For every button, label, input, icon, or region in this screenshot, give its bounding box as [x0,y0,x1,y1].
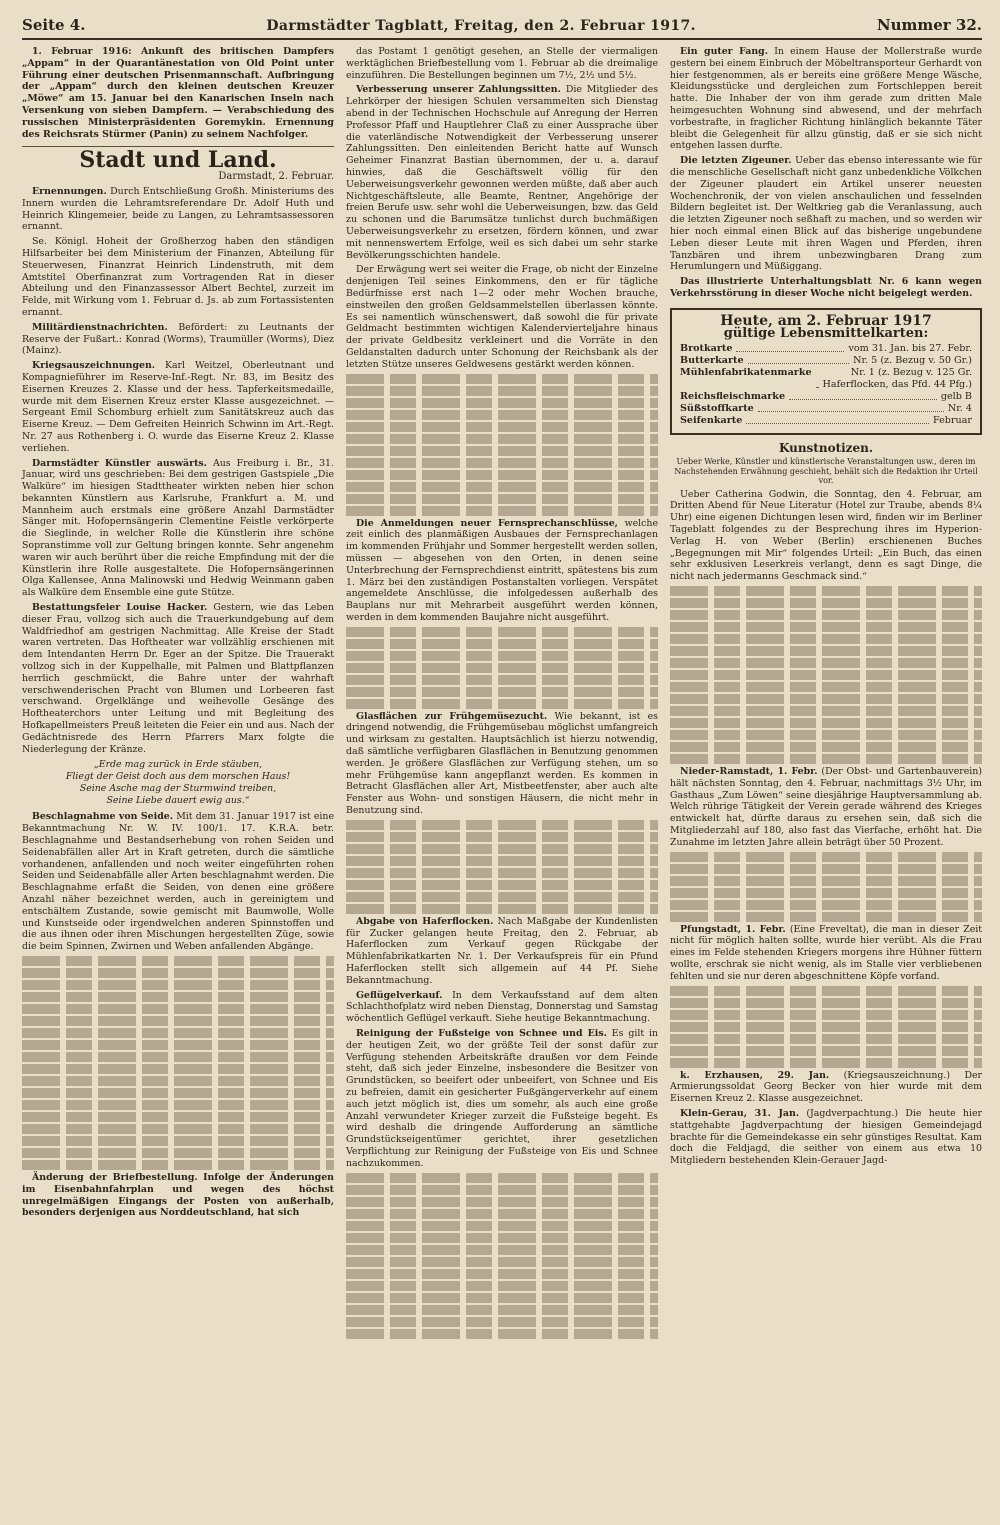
ration-value: vom 31. Jan. bis 27. Febr. [848,343,972,355]
article-reinigung [346,1028,658,1170]
article-klein-gerau [670,1108,982,1167]
article-title: Die letzten Zigeuner. [680,155,792,167]
verse-line: „Erde mag zurück in Erde stäuben, [93,759,263,771]
ration-value: gelb B [940,391,972,403]
article-postamt: das Postamt 1 genötigt gesehen, an Stelle der viermaligen werktäglichen Briefbestellung vom 1. Februar ab die dreimalige einzuführen. Die Bestellungen beginnen um 7½, 2½ und 5½. [346,46,658,81]
article-title: Ein guter Fang. [680,46,768,57]
section-heading: Stadt und Land. [79,147,277,174]
article-zigeuner [670,155,982,273]
article-militaer [22,322,334,357]
article-text: Nach Maßgabe der Kundenlisten für Zucker gelangen heute Freitag, den 2. Februar, ab Haferflocken zum Verkauf gegen Rückgabe der Mühlenfabrikatkarten Nr. 1. Der Verkaufspreis für ein Pfund Haferflocken stellt sich allgemein auf 44 Pf. Siehe Bekanntmachung. [346,915,658,986]
ration-row [680,343,972,355]
article-zahlungssitten-2: Der Erwägung wert sei weiter die Frage, ob nicht der Einzelne denjenigen Teil seines Einkommens, den er für tägliche Bedürfnisse erst nach 1—2 oder mehr Wochen brauche, einstweilen den großen Geldsammelstellen überlassen könnte. Es sei namentlich wünschenswert, daß sowohl die für private Geldmacht bestimmten wichtigen Kalendervierteljahre hinaus der private Geldbesitz verkleinert und die Vorräte in den Geldanstalten dadurch unter Schonung der Reichsbank als der letzten Stütze unseres Geldwesens gestärkt werden können. [346,264,658,370]
chronicle-lead: 1. Februar 1916: Ankunft des britischen Dampfers „Appam“ in der Quarantänestation von Old Point unter Führung einer deutschen Prisenmannschaft. Aufbringung der „Appam“ durch den kleinen deutschen Kreuzer „Möwe“ am 15. Januar bei den Kanarischen Inseln nach Versenkung von sieben Dampfern. — Verabschiedung des russischen Ministerpräsidenten Goremykin. Ernennung des Reichsrats Stürmer (Panin) zu seinem Nachfolger. [22,46,334,140]
text-filler [670,586,982,764]
text-filler [670,986,982,1068]
text-filler [346,627,658,709]
article-erzhausen [670,1070,982,1105]
article-text: (Der Obst- und Gartenbauverein) hält nächsten Sonntag, den 4. Februar, nachmittags 3½ Uhr, im Gasthaus „Zum Löwen“ seine diesjährige Hauptversammlung ab. Welch rührige Tätigkeit der Verein gerade während des Krieges entwickelt hat, dürfte daraus zu ersehen sein, daß sich die Mitgliederzahl auf 180, also fast das Vierfache, erhöht hat. Die Zunahme im letzten Jahre allein beträgt über 50 Prozent. [670,766,982,848]
article-title: Abgabe von Haferflocken. [356,915,494,927]
box-title: Heute, am 2. Februar 1917 [720,312,932,329]
article-pfungstadt [670,924,982,983]
article-text: Aus Freiburg i. Br., 31. Januar, wird uns geschrieben: Bei dem gestrigen Gastspiele „Die Walküre“ im hiesigen Stadttheater wirkten neben hier schon bekannten Künstlern aus Karlsruhe, Frankfurt a. M. und Mannheim auch erstmals eine größere Anzahl Darmstädter Sänger mit. Hofopernsängerin Clementine Feistle verkörperte die Sieglinde, in welcher Rolle die Künstlerin ihre schöne Sopranstimme voll zur Geltung bringen konnte. Sehr angenehm waren wir auch berührt über die reiche Empfindung mit der die Künstlerin ihre Rolle ausgestaltete. Die Hofopernsängerinnen Olga Kallensee, Anna Malinowski und Hedwig Weinmann gaben als Walküre dem Ensemble eine gute Stütze. [22,457,334,599]
ration-row [680,391,972,403]
kunstnotizen-note: Ueber Werke, Künstler und künstlerische Veranstaltungen usw., deren im Nachstehenden Erwähnung geschieht, behält sich die Redaktion ihr Urteil vor. [674,457,978,486]
ration-value: Nr. 1 (z. Bezug v. 125 Gr. Haferflocken, das Pfd. 44 Pfg.) [822,367,972,391]
article-godwin: Ueber Catherina Godwin, die Sonntag, den 4. Februar, am Dritten Abend für Neue Literatur (Hotel zur Traube, abends 8¼ Uhr) eine eigenen Dichtungen lesen wird, finden wir im Berliner Tageblatt folgendes zu der Besprechung ihres im Hyperion-Verlag H. von Weber (Berlin) erschienenen Buches „Begegnungen mit Mir“ folgendes Urteil: „Ein Buch, das einen sehr exklusiven Leserkreis verlangt, denn es sagt Dinge, die nicht nach jedermanns Geschmack sind.“ [670,488,982,583]
article-title: Ernennungen. [32,185,107,197]
article-kriegsauszeichnungen [22,360,334,454]
article-text: Mit dem 31. Januar 1917 ist eine Bekanntmachung Nr. W. IV. 100/1. 17. K.R.A. betr. Beschlagnahme und Bestandserhebung von rohen Seiden und Seidenabfällen aller Art in Kraft getreten, durch die sämtliche vorhandenen, anfallenden und noch weiter eingeführten rohen Seiden und Seidenabfälle aller Arten beschlagnahmt werden. Die Beschlagnahme erfaßt die Seiden, von denen eine größere Anzahl näher bezeichnet werden, auch in gereinigtem und entschältem Zustande, sowie gemischt mit Baumwolle, Wolle und Kunstseide oder irgendwelchen anderen Spinnstoffen und die aus ihnen oder ihren Mischungen hergestellten Züge, sowie die beim Spinnen, Zwirnen und Weben anfallenden Abgänge. [22,811,335,953]
verse-line: Seine Liebe dauert ewig aus.“ [106,795,250,807]
article-text: Ueber das ebenso interessante wie für die menschliche Gesellschaft nicht ganz unbedenkliche Völkchen der Zigeuner plaudert ein Artikel unserer neuesten Wochenchronik, der von vielen anschaulichen und fesselnden Bildern begleitet ist. Der Weltkrieg gab die Veranlassung, auch die letzten Zigeuner noch seßhaft zu machen, und so werden wir hier noch einmal einen Blick auf das bisherige ungebundene Leben dieser Leute mit ihren Wagen und Pferden, ihren Tanzbären und ihrem unbezwingbaren Drang zum Herumlungern und Müßiggang. [670,155,982,273]
ration-row [680,415,972,427]
article-title: Das illustrierte Unterhaltungsblatt Nr. 6 [680,276,909,288]
ration-label: Seifenkarte [680,415,743,427]
ration-label: Butterkarte [680,355,744,367]
article-nieder-ramstadt [670,766,982,849]
article-glasflaechen [346,711,658,817]
article-text: (Jagdverpachtung.) Die heute hier stattgehabte Jagdverpachtung der hiesigen Gemeindejagd brachte für die Gemeindekasse ein sehr günstiges Resultat. Kam doch die Feldjagd, die seither von einem aus etwa 10 Mitgliedern bestehenden Klein-Gerauer Jagd- [670,1107,982,1167]
article-text: Gestern, wie das Leben dieser Frau, vollzog sich auch die Trauerkundgebung auf dem Waldfriedhof am gestrigen Nachmittag. Alle Kreise der Stadt waren vertreten. Das Hoftheater war vollzählig erschienen mit dem Intendanten Herrn Dr. Eger an der Spitze. Die Trauerakt vollzog sich in der Kuppelhalle, mit Palmen und Blattpflanzen herrlich geschmückt, die Bahre unter der wahrhaft verschwenderischen Pracht von Blumen und Lorbeeren fast verschwand. Orgelklänge und weihevolle Gesänge des Hoftheaterchors unter Leitung und mit Begleitung des Hofkapellmeisters Preuß leiteten die Feier ein und aus. Nach der Gedächtnisrede des Herrn Pfarrers Marx folgte die Niederlegung der Kränze. [22,602,334,755]
box-subtitle: gültige Lebensmittelkarten: [723,325,929,341]
article-text: Infolge der Änderungen im Eisenbahnfahrplan und wegen des höchst unregelmäßigen Eingangs der Posten von außerhalb, besonders derjenigen aus Norddeutschland, hat sich [22,1171,335,1219]
article-bestattung [22,602,334,755]
article-text: Karl Weitzel, Oberleutnant und Kompagnieführer im Reserve-Inf.-Regt. Nr. 83, im Besitz des Eisernen Kreuzes 2. Klasse und der hess. Tapferkeitsmedaille, wurde mit dem Eisernen Kreuz erster Klasse ausgezeichnet. — Sergeant Emil Schomburg erhielt zum Sanitätskreuz auch das Eiserne Kreuz. — Dem Gefreiten Heinrich Schwinn im Art.-Regt. Nr. 27 aus Rothenberg i. O. wurde das Eiserne Kreuz 2. Klasse verliehen. [22,360,334,454]
article-title: Beschlagnahme von Seide. [32,811,173,823]
ration-value: Nr. 4 [947,403,972,415]
article-ernennungen [22,186,334,233]
article-title: Kriegsauszeichnungen. [32,360,156,372]
article-text: Wie bekannt, ist es dringend notwendig, die Frühgemüsebau möglichst umfangreich und wirksam zu gestalten. Hauptsächlich ist hierzu notwendig, daß sämtliche verfügbaren Glasflächen in Benutzung genommen werden. Je größere Glasflächen zur Verfügung stehen, um so mehr Frühgemüse kann angepflanzt werden. Es kommen in Betracht Glasflächen aller Art, Mistbeetfenster, aber auch alte Fenster aus Wohn- und sonstigen Häusern, die nicht mehr in Benutzung sind. [346,710,658,817]
article-title: Änderung der Briefbestellung. [32,1171,198,1183]
columns [22,46,982,1341]
article-text: (Eine Freveltat), die man in dieser Zeit nicht für möglich halten sollte, wurde hier verübt. Als die Frau eines im Felde stehenden Kriegers morgens ihre Hühner füttern wollte, erschrak sie nicht wenig, als im Stalle vier verbliebenen fehlten und sie nur deren abgeschnittene Köpfe vorfand. [670,923,983,982]
issue-number: Nummer 32. [876,16,982,34]
article-kuenstler [22,458,334,600]
kunstnotizen-title: Kunstnotizen. [778,441,874,456]
article-fernsprech [346,518,658,624]
article-text: Es gilt in der heutigen Zeit, wo der größte Teil der sonst dafür zur Verfügung stehenden Arbeitskräfte draußen vor dem Feinde steht, daß sich jeder Einzelne, insbesondere die Besitzer von Grundstücken, so beeifert oder unbeeifert, von Schnee und Eis zu befreien, damit ein gesicherter Fußgängerverkehr auf einem auch jetzt möglich ist, dies um somehr, als auch eine große Anzahl verwundeter Krieger zurzeit die Fußsteige begeht. Es wird deshalb die dringende Aufforderung an sämtliche Grundstückseigentümer gerichtet, ihrer gesetzlichen Verpflichtung zur Reinigung der Fußsteige von Eis und Schnee nachzukommen. [346,1028,658,1169]
column-3 [670,46,982,1341]
article-text: welche zeit einlich des planmäßigen Ausbaues der Fernsprechanlagen im kommenden Frühjahr und Sommer hergestellt werden sollen, müssen — abgesehen von den Orten, in denen seine Unterbrechung der Fernsprechdienst eintritt, spätestens bis zum 1. März bei den zuständigen Postanstalten vorliegen. Verspätet angemeldete Anschlüsse, die infolgedessen außerhalb des Bauplans nur mit Mehrarbeit ausgeführt werden können, werden in dem kommenden Baujahre nicht ausgeführt. [346,517,658,623]
article-zahlungssitten [346,84,658,261]
article-title: k. Erzhausen, 29. Jan. [680,1069,830,1081]
article-title: Bestattungsfeier Louise Hacker. [32,602,208,614]
article-text: In einem Hause der Mollerstraße wurde gestern bei einem Einbruch der Möbeltransporteur Gerhardt von hier festgenommen, als er bereits eine größere Menge Wäsche, Kleidungsstücke und dergleichen zum Fortschleppen bereit hatte. Die Inhaber der von ihm gerade zum dritten Male heimgesuchten Wohnung sind abwesend, und der mehrfach vorbestrafte, in fraglicher Richtung hinlänglich bekannte Täter bleibt die Gelegenheit für allzu günstig, daß er sie sich nicht entgehen lassen durfte. [670,46,982,152]
text-filler [346,820,658,914]
masthead [22,16,982,40]
dateline: Darmstadt, 2. Februar. [218,171,334,183]
article-text: Durch Entschließung Großh. Ministeriums des Innern wurden die Lehramtsreferendare Dr. Adolf Huth und Heinrich Klingemeier, beide zu Langen, zu Lehramtsassessoren ernannt. [22,185,334,233]
article-haferflocken [346,916,658,987]
article-text: Die Mitglieder des Lehrkörper der hiesigen Schulen versammelten sich Dienstag abend in der Technischen Hochschule auf Anregung der Herren Professor Pfaff und Hauptlehrer Claß zu einer Aussprache über die vaterländische Notwendigkeit der Verbesserung unserer Zahlungssitten. Den einleitenden Bericht hatte auf Wunsch Geheimer Finanzrat Bastian übernommen, der u. a. darauf hinwies, daß die Geschäftswelt völlig für den Ueberweisungsverkehr gewonnen werden müßte, daß aber auch Nichtgeschäftsleute, alle Beamte, Rentner, Angehörige der freien Berufe usw. sehr wohl die Ueberweisungen, bzw. das Geld zu schonen und die Barumsätze tunlichst durch buchmäßigen Ueberweisungsverkehr zu ersetzen, fördern können, und zwar mit nennenswertem Erfolge, weil es sich dabei um sehr starke Bevölkerungsschichten handele. [346,84,659,261]
article-briefbestellung [22,1172,334,1219]
ration-row [680,355,972,367]
ration-label: Mühlenfabrikatenmarke [680,367,812,379]
article-title: Nieder-Ramstadt, 1. Febr. [680,766,818,777]
newspaper-title: Darmstädter Tagblatt, Freitag, den 2. Februar 1917. [266,18,696,34]
article-title: Pfungstadt, 1. Febr. [680,923,786,935]
article-unterhaltungsblatt [670,276,982,300]
text-filler [670,852,982,922]
article-seide [22,811,334,953]
article-text: (Kriegsauszeichnung.) Der Armierungssoldat Georg Becker von hier wurde mit dem Eisernen Kreuz 2. Klasse ausgezeichnet. [670,1069,982,1105]
ration-value: Februar [932,415,972,427]
article-title: Militärdienstnachrichten. [32,321,168,333]
verse-line: Seine Asche mag der Sturmwind treiben, [79,783,277,795]
text-filler [346,374,658,516]
ration-cards-box [670,308,982,436]
article-title: Glasflächen zur Frühgemüsezucht. [356,710,548,722]
article-title: Die Anmeldungen neuer Fernsprechanschlüsse, [356,517,618,529]
ration-label: Süßstoffkarte [680,403,754,415]
article-text: In dem Verkaufsstand auf dem alten Schlachthofplatz wird neben Dienstag, Donnerstag und Samstag wöchentlich Geflügel verkauft. Siehe heutige Bekanntmachung. [346,989,658,1025]
column-2 [346,46,658,1341]
article-grossherzog: Se. Königl. Hoheit der Großherzog haben den ständigen Hilfsarbeiter bei dem Ministerium der Finanzen, Abteilung für Steuerwesen, Finanzrat Heinrich Lindenstruth, mit dem Amtstitel Oberfinanzrat zum Vortragenden Rat in dieser Abteilung und den Finanzassessor Albert Bechtel, zurzeit im Felde, mit Wirkung vom 1. Februar d. Js. ab zum Fortassistenten ernannt. [22,236,334,318]
article-title: Reinigung der Fußsteige von Schnee und Eis. [356,1028,607,1040]
ration-row [680,367,972,391]
article-title: Klein-Gerau, 31. Jan. [680,1107,800,1119]
article-title: Geflügelverkauf. [356,989,443,1001]
poem-verse [22,759,334,807]
article-text: kann wegen Verkehrsstörung in dieser Woche nicht beigelegt werden. [670,276,982,299]
article-text: Befördert: zu Leutnants der Reserve der Fußart.: Konrad (Worms), Traumüller (Worms), Diez (Mainz). [22,321,334,357]
ration-value: Nr. 5 (z. Bezug v. 50 Gr.) [853,355,972,367]
text-filler [346,1173,658,1339]
column-1 [22,46,334,1341]
article-gefluegel [346,990,658,1025]
ration-label: Brotkarte [680,343,733,355]
ration-label: Reichsfleischmarke [680,391,786,403]
ration-row [680,403,972,415]
article-title: Darmstädter Künstler auswärts. [32,457,207,469]
article-fang [670,46,982,152]
verse-line: Fliegt der Geist doch aus dem morschen Haus! [65,771,291,783]
text-filler [22,956,334,1170]
article-title: Verbesserung unserer Zahlungssitten. [356,84,561,96]
page-number: Seite 4. [22,16,86,34]
